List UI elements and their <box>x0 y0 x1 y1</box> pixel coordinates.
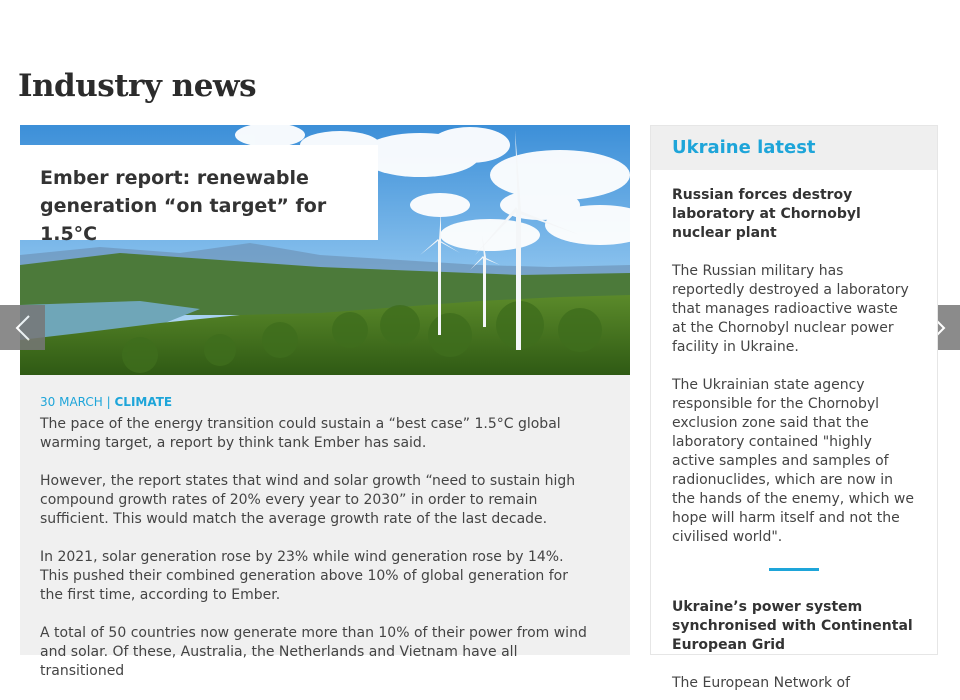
article-paragraph: The pace of the energy transition could sustain a “best case” 1.5°C global warming target, a report by think tank Ember has said. <box>40 416 561 451</box>
ukraine-latest-sidebar <box>650 125 938 691</box>
article-meta <box>40 395 172 409</box>
sidebar-news-headline[interactable]: Russian forces destroy laboratory at Chornobyl nuclear plant <box>672 187 861 241</box>
sidebar-title[interactable]: Ukraine latest <box>672 137 816 158</box>
sidebar-news-item <box>651 170 937 547</box>
chevron-left-icon <box>15 314 31 342</box>
article-body <box>40 415 595 700</box>
featured-article-card <box>20 125 630 679</box>
article-paragraph: In 2021, solar generation rose by 23% while wind generation rose by 14%. This pushed their combined generation above 10% of global generation for the first time, according to Ember. <box>40 549 568 603</box>
sidebar-header <box>651 126 937 170</box>
meta-separator: | <box>106 395 111 409</box>
wind-turbines-hero-image[interactable] <box>20 125 630 375</box>
article-paragraph: A total of 50 countries now generate more than 10% of their power from wind and solar. Of these, Australia, the Netherlands and Vietnam have all transitioned <box>40 625 587 679</box>
sidebar-news-headline[interactable]: Ukraine’s power system synchronised with Continental European Grid <box>672 599 913 653</box>
article-paragraph: However, the report states that wind and solar growth “need to sustain high compound growth rates of 20% every year to 2030” in order to remain sufficient. This would match the average growth rate of the last decade. <box>40 473 576 527</box>
section-title: Industry news <box>18 68 257 104</box>
article-category-link[interactable]: CLIMATE <box>114 395 173 409</box>
sidebar-news-paragraph: The Russian military has reportedly destroyed a laboratory that manages radioactive waste at the Chornobyl nuclear power facility in Ukraine. <box>672 263 909 355</box>
sidebar-news-paragraph: The European Network of <box>672 675 851 691</box>
sidebar-news-item <box>651 571 937 693</box>
article-date: 30 MARCH <box>40 395 103 409</box>
carousel-prev-button[interactable] <box>0 305 45 350</box>
article-title-box <box>20 145 378 245</box>
article-title[interactable]: Ember report: renewable generation “on target” for 1.5°C <box>40 167 327 245</box>
sidebar-news-paragraph: The Ukrainian state agency responsible for the Chornobyl exclusion zone said that the laboratory contained "highly active samples and samples of radionuclides, which are now in the hands of the enemy, which we hope will harm itself and not the civilised world". <box>672 377 914 545</box>
